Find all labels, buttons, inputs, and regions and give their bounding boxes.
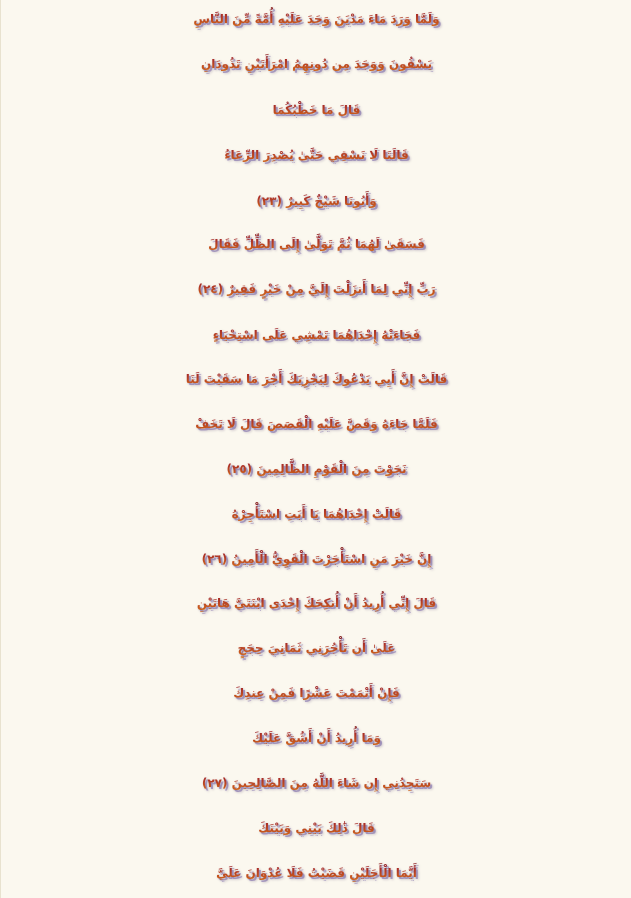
verse-line: قَالَ مَا خَطْبُكُمَا	[1, 90, 631, 130]
verse-line: فَسَقَىٰ لَهُمَا ثُمَّ تَوَلَّىٰ إِلَى الظِّلِّ فَقَالَ	[1, 224, 631, 264]
verse-line: قَالَتْ إِنَّ أَبِي يَدْعُوكَ لِيَجْزِيَكَ أَجْرَ مَا سَقَيْتَ لَنَا	[1, 359, 631, 399]
verse-line: فَجَاءَتْهُ إِحْدَاهُمَا تَمْشِي عَلَى اسْتِحْيَاءٍ	[1, 315, 631, 355]
verse-line: وَمَا أُرِيدُ أَنْ أَشُقَّ عَلَيْكَ	[1, 718, 631, 758]
verse-line: أَيَّمَا الْأَجَلَيْنِ قَضَيْتُ فَلَا عُدْوَانَ عَلَيَّ	[1, 853, 631, 893]
verse-line: قَالَتَا لَا نَسْقِي حَتَّىٰ يُصْدِرَ الرِّعَاءُ	[1, 135, 631, 175]
verse-line: سَتَجِدُنِي إِن شَاءَ اللَّهُ مِنَ الصَّالِحِينَ (٢٧)	[1, 763, 631, 803]
verse-line: فَلَمَّا جَاءَهُ وَقَصَّ عَلَيْهِ الْقَصَصَ قَالَ لَا تَخَفْ	[1, 404, 631, 444]
verse-line: عَلَىٰ أَن تَأْجُرَنِي ثَمَانِيَ حِجَجٍ	[1, 628, 631, 668]
verse-line: قَالَ ذَٰلِكَ بَيْنِي وَبَيْنَكَ	[1, 808, 631, 848]
verse-line: فَإِنْ أَتْمَمْتَ عَشْرًا فَمِنْ عِندِكَ	[1, 673, 631, 713]
verse-line: رَبِّ إِنِّي لِمَا أَنزَلْتَ إِلَيَّ مِنْ خَيْرٍ فَقِيرٌ (٢٤)	[1, 269, 631, 309]
verse-line: يَسْقُونَ وَوَجَدَ مِن دُونِهِمُ امْرَأَتَيْنِ تَذُودَانِ	[1, 44, 631, 84]
verse-line: قَالَ إِنِّي أُرِيدُ أَنْ أُنكِحَكَ إِحْدَى ابْنَتَيَّ هَاتَيْنِ	[1, 583, 631, 623]
verse-line: نَجَوْتَ مِنَ الْقَوْمِ الظَّالِمِينَ (٢٥)	[1, 449, 631, 489]
verse-list	[1, 0, 631, 898]
verse-line: وَأَبُونَا شَيْخٌ كَبِيرٌ (٢٣)	[1, 181, 631, 221]
verse-line: إِنَّ خَيْرَ مَنِ اسْتَأْجَرْتَ الْقَوِيُّ الْأَمِينُ (٢٦)	[1, 539, 631, 579]
verse-line: وَلَمَّا وَرَدَ مَاءَ مَدْيَنَ وَجَدَ عَلَيْهِ أُمَّةً مِّنَ النَّاسِ	[1, 0, 631, 39]
verse-line: قَالَتْ إِحْدَاهُمَا يَا أَبَتِ اسْتَأْجِرْهُ	[1, 494, 631, 534]
